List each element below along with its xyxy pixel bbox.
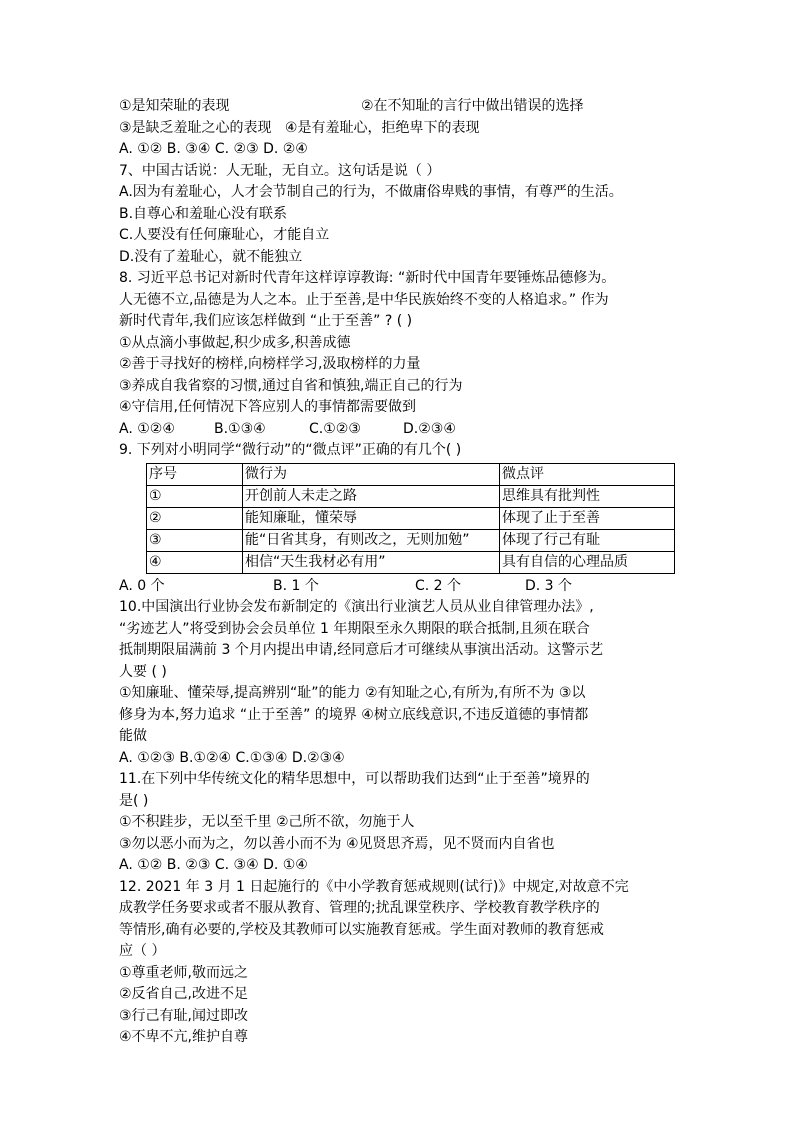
table-cell: 具有自信的心理品质 — [500, 551, 675, 573]
q8-item-4: ④守信用,任何情况下答应别人的事情都需要做到 — [119, 399, 416, 415]
q8-option-b: B.①③④ — [214, 420, 266, 437]
q6-item-3: ③是缺乏羞耻之心的表现 — [119, 119, 272, 136]
q12-stem-line-2: 成教学任务要求或者不服从教育、管理的;扰乱课堂秩序、学校教育教学秩序的 — [119, 900, 600, 916]
q11-items-line-1: ①不积跬步，无以至千里 ②己所不欲，勿施于人 — [119, 814, 415, 830]
table-cell: 体现了止于至善 — [500, 507, 675, 529]
q7-option-d: D.没有了羞耻心，就不能独立 — [119, 248, 303, 265]
exam-page — [119, 96, 679, 1049]
table-row — [147, 551, 675, 573]
q12-stem-line-4: 应（ ） — [119, 943, 166, 959]
q8-stem-line-2: 人无德不立,品德是为人之本。止于至善,是中华民族始终不变的人格追求。” 作为 — [119, 291, 609, 308]
q9-option-d: D. 3 个 — [525, 577, 573, 594]
table-cell: 能“日省其身，有则改之，无则加勉” — [243, 529, 500, 551]
q10-items-line-3: 能做 — [119, 728, 147, 744]
table-cell: ① — [147, 485, 243, 507]
q9-stem: 9. 下列对小明同学“微行动”的“微点评”正确的有几个( ) — [119, 442, 462, 458]
q6-item-2: ②在不知耻的言行中做出错误的选择 — [361, 98, 584, 114]
table-cell: 能知廉耻，懂荣辱 — [243, 507, 500, 529]
q8-stem-line-3: 新时代青年,我们应该怎样做到 “止于至善” ? ( ) — [119, 313, 413, 329]
table-cell: ③ — [147, 529, 243, 551]
q8-item-2: ②善于寻找好的榜样,向榜样学习,汲取榜样的力量 — [119, 356, 421, 372]
table-cell: ④ — [147, 551, 243, 573]
table-row — [147, 485, 675, 507]
table-cell: 体现了行己有耻 — [500, 529, 675, 551]
q10-options: A. ①②③ B.①②④ C.①③④ D.②③④ — [119, 749, 345, 766]
q9-options — [119, 576, 679, 598]
q8-options — [119, 419, 679, 441]
q6-item-4: ④是有羞耻心，拒绝卑下的表现 — [284, 119, 480, 136]
table-cell: ② — [147, 507, 243, 529]
q6-item-1: ①是知荣耻的表现 — [119, 98, 230, 114]
q11-items-line-2: ③勿以恶小而为之，勿以善小而不为 ④见贤思齐焉，见不贤而内自省也 — [119, 835, 555, 852]
q11-stem-line-1: 11.在下列中华传统文化的精华思想中，可以帮助我们达到“止于至善”境界的 — [119, 771, 590, 787]
q9-table — [146, 463, 675, 574]
table-cell: 思维具有批判性 — [500, 485, 675, 507]
table-row — [147, 529, 675, 551]
q6-items-row1 — [119, 96, 679, 118]
q12-stem-line-3: 等情形,确有必要的,学校及其教师可以实施教育惩戒。学生面对教师的教育惩戒 — [119, 921, 604, 938]
table-header-row — [147, 463, 675, 485]
q7-stem: 7、中国古话说：人无耻，无自立。这句话是说（ ） — [119, 162, 441, 179]
q12-stem-line-1: 12. 2021 年 3 月 1 日起施行的《中小学教育惩戒规则(试行)》中规定,对故意不完 — [119, 878, 629, 895]
q7-option-a: A.因为有羞耻心，人才会节制自己的行为，不做庸俗卑贱的事情，有尊严的生活。 — [119, 184, 623, 200]
q10-stem-line-3: 抵制期限届满前 3 个月内提出申请,经同意后才可继续从事演出活动。这警示艺 — [119, 642, 604, 658]
q12-item-2: ②反省自己,改进不足 — [119, 986, 249, 1002]
q8-option-a: A. ①②④ — [119, 420, 175, 437]
q10-stem-line-1: 10.中国演出行业协会发布新制定的《演出行业演艺人员从业自律管理办法》, — [119, 599, 594, 615]
q12-item-4: ④不卑不亢,维护自尊 — [119, 1029, 249, 1045]
q8-stem-line-1: 8. 习近平总书记对新时代青年这样谆谆教诲: “新时代中国青年要锤炼品德修为。 — [119, 270, 616, 286]
q11-options: A. ①② B. ②③ C. ③④ D. ①④ — [119, 857, 308, 873]
table-header-cell: 微点评 — [500, 463, 675, 485]
q10-items-line-1: ①知廉耻、懂荣辱,提高辨别“耻”的能力 ②有知耻之心,有所为,有所不为 ③以 — [119, 685, 586, 701]
q12-item-3: ③行己有耻,闻过即改 — [119, 1007, 249, 1024]
q9-option-b: B. 1 个 — [273, 577, 319, 594]
q9-option-c: C. 2 个 — [415, 577, 462, 594]
table-header-cell: 微行为 — [243, 463, 500, 485]
table-cell: 相信“天生我材必有用” — [243, 551, 500, 573]
q8-item-3: ③养成自我省察的习惯,通过自省和慎独,端正自己的行为 — [119, 377, 463, 394]
table-row — [147, 507, 675, 529]
q8-option-c: C.①②③ — [309, 420, 361, 437]
q10-stem-line-4: 人要 ( ) — [119, 663, 167, 680]
q10-items-line-2: 修身为本,努力追求 “止于至善” 的境界 ④树立底线意识,不违反道德的事情都 — [119, 706, 589, 723]
q8-item-1: ①从点滴小事做起,积少成多,积善成德 — [119, 334, 351, 351]
q7-option-b: B.自尊心和羞耻心没有联系 — [119, 205, 288, 222]
table-cell: 开创前人未走之路 — [243, 485, 500, 507]
q8-option-d: D.②③④ — [403, 420, 456, 437]
q6-options: A. ①② B. ③④ C. ②③ D. ②④ — [119, 141, 308, 157]
table-header-cell: 序号 — [147, 463, 243, 485]
q11-stem-line-2: 是( ) — [119, 792, 149, 809]
q9-option-a: A. 0 个 — [119, 577, 165, 594]
q12-item-1: ①尊重老师,敬而远之 — [119, 964, 249, 981]
q10-stem-line-2: “劣迹艺人”将受到协会会员单位 1 年期限至永久期限的联合抵制,且须在联合 — [119, 620, 590, 637]
q6-items-row2 — [119, 118, 679, 140]
q7-option-c: C.人要没有任何廉耻心，才能自立 — [119, 227, 330, 243]
